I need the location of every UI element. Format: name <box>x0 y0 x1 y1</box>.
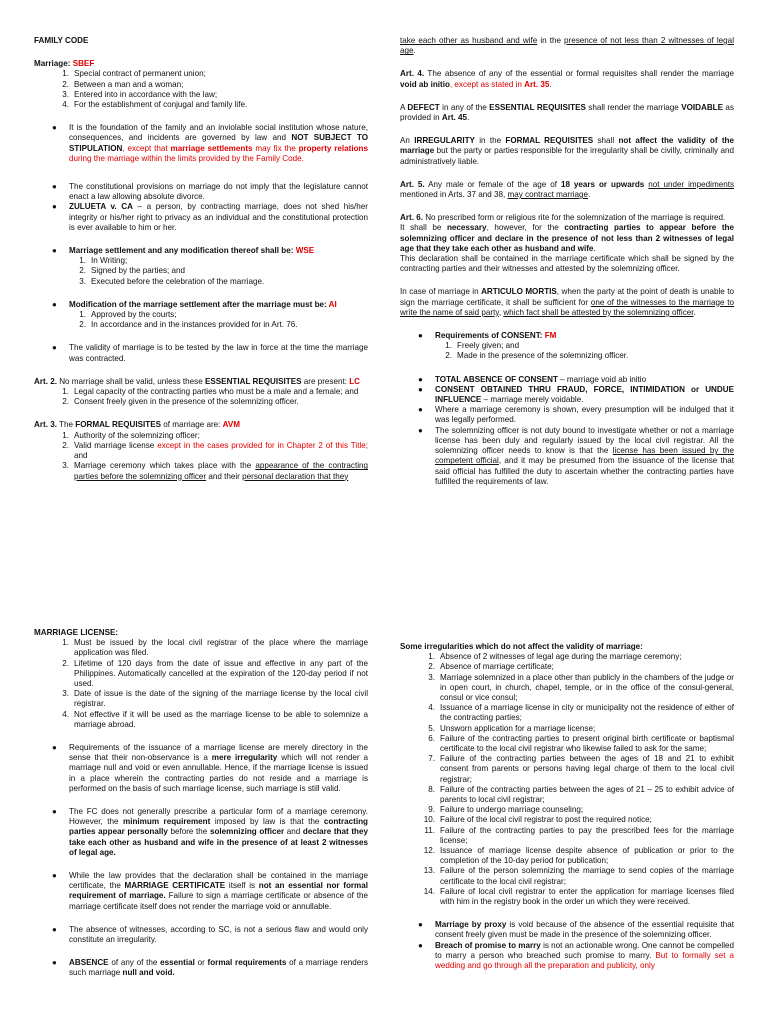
irregularity-paragraph: An IRREGULARITY in the FORMAL REQUISITES shall not affect the validity of the marriage but the party or parties responsible for the irregularity shall be civilly, criminally and administratively liable. <box>400 136 734 166</box>
bullet-item: ● While the law provides that the declaration shall be contained in the marriage certificate, the MARRIAGE CERTIFICATE itself is not an essential nor formal requirement of marriage. Failure to sign a marriage certificate or absence of the marriage certificate itself does not render the marriage void or annullable. <box>52 871 368 911</box>
article-6: Art. 6. No prescribed form or religious rite for the solemnization of the marriage is required. <box>400 213 726 223</box>
bullet-item: ● Modification of the marriage settlement after the marriage must be: AI <box>52 299 337 309</box>
art3-continuation: take each other as husband and wife in the presence of not less than 2 witnesses of legal age. <box>400 36 734 56</box>
bullet-item: ● Breach of promise to marry is not an actionable wrong. One cannot be compelled to marry a person who breached such promise to marry. But to formally set a wedding and go through all the preparation and publicity, only <box>418 940 735 971</box>
bullet-item: ● The FC does not generally prescribe a particular form of a marriage ceremony. However, the minimum requirement imposed by law is that the contracting parties appear personally before the solemnizing officer and declare that they take each other as husband and wife in the presence of at least 2 witnesses of legal age. <box>52 807 368 857</box>
bullet-item: ● The absence of witnesses, according to SC, is not a serious flaw and would only constitute an irregularity. <box>52 924 368 945</box>
list-item: 4. Not effective if it will be used as the marriage license to be able to solemnize a marriage abroad. <box>62 709 368 729</box>
list-item: 13. Failure of the person solemnizing the marriage to send copies of the marriage certificate to the local civil registrar; <box>423 866 734 886</box>
list-item: 2. Absence of marriage certificate; <box>428 662 554 672</box>
list-item: 3. Marriage solemnized in a place other than publicly in the chambers of the judge or in open court, in church, chapel, temple, or in the office of the consul-general, consul or vice consul; <box>428 672 734 703</box>
bullet-item: ● TOTAL ABSENCE OF CONSENT – marriage void ab initio <box>418 374 647 384</box>
list-item: 7. Failure of the contracting parties between the ages of 18 and 21 to exhibit consent from parents or persons having legal charge of them to the local civil registrar; <box>428 754 734 784</box>
article-4: Art. 4. The absence of any of the essential or formal requisites shall render the marriage void ab initio, except as stated in Art. 35. <box>400 69 734 89</box>
bullet-item: ● It is the foundation of the family and an inviolable social institution whose nature, consequences, and incidents are governed by law and NOT SUBJECT TO STIPULATION, except that marriage settlements may fix the property relations during the marriage within the limits provided by the Family Code. <box>52 123 368 163</box>
article-6-declaration: This declaration shall be contained in the marriage certificate which shall be signed by the contracting parties and their witnesses and attested by the solemnizing officer. <box>400 254 734 274</box>
bullet-item: ● ZULUETA v. CA – a person, by contracting marriage, does not shed his/her integrity or his/her right to privacy as an individual and the constitutional protection is ever available to him or her. <box>52 202 368 232</box>
list-item: 2. In accordance and in the instances provided for in Art. 76. <box>79 320 298 330</box>
list-item: 9. Failure to undergo marriage counseling; <box>428 805 584 815</box>
list-item: 12. Issuance of marriage license despite absence of publication or prior to the completion of the 10-day period for publication; <box>423 846 734 866</box>
list-item: 1. Authority of the solemnizing officer; <box>62 430 200 440</box>
section-title: MARRIAGE LICENSE: <box>34 628 119 637</box>
list-item: 2. Signed by the parties; and <box>79 266 186 276</box>
bullet-item: ● CONSENT OBTAINED THRU FRAUD, FORCE, INTIMIDATION or UNDUE INFLUENCE – marriage merely voidable. <box>418 384 734 405</box>
list-item: 3. Marriage ceremony which takes place with the appearance of the contracting parties before the solemnizing officer and their personal declaration that they <box>62 461 369 481</box>
bullet-item: ● Marriage settlement and any modification thereof shall be: WSE <box>52 246 315 256</box>
bullet-item: ● Marriage by proxy is void because of the absence of the essential requisite that consent freely given must be made in the presence of the solemnizing officer. <box>418 920 734 940</box>
list-item: 2. Valid marriage license except in the cases provided for in Chapter 2 of this Title; and <box>62 440 368 461</box>
list-item: 6. Failure of the contracting parties to present original birth certificate or baptismal certificate to the local civil registrar who likewise failed to ask for the same; <box>428 733 734 754</box>
list-item: 14. Failure of local civil registrar to enter the application for marriage licenses filed with him in the registry book in the order un which they were received. <box>423 886 734 907</box>
list-item: 1. Legal capacity of the contracting parties who must be a male and a female; and <box>62 387 359 397</box>
list-item: 4. Issuance of a marriage license in city or municipality not the residence of either of the contracting parties; <box>428 703 734 723</box>
bullet-item: ● Requirements of CONSENT: FM <box>418 331 557 341</box>
articulo-mortis-paragraph: In case of marriage in ARTICULO MORTIS, when the party at the point of death is unable to sign the marriage certificate, it shall be sufficient for one of the witnesses to the marriage to write the name of said party, which fact shall be attested by the solemnizing officer. <box>400 287 734 317</box>
list-item: 3. Date of issue is the date of the signing of the marriage license by the local civil registrar. <box>62 689 368 709</box>
list-item: 3. Entered into in accordance with the law; <box>62 89 218 99</box>
list-item: 1. Must be issued by the local civil registrar of the place where the marriage application was filed. <box>62 638 368 658</box>
bullet-item: ● Where a marriage ceremony is shown, every presumption will be indulged that it was legally performed. <box>418 405 734 425</box>
irregularities-column <box>400 642 734 971</box>
bullet-item: ● Requirements of the issuance of a marriage license are merely directory in the sense that their non-observance is a mere irregularity which will not render a marriage null and void or even annullable. Hence, if the marriage license is issued in a place wherein the contracting parties do not reside and a marriage is performed on the basis of such marriage license, such marriage is still valid. <box>52 743 368 793</box>
list-item: 1. Special contract of permanent union; <box>62 69 206 79</box>
list-item: 10. Failure of the local civil registrar to post the required notice; <box>423 815 652 825</box>
list-item: 1. In Writing; <box>79 256 128 266</box>
marriage-heading: Marriage: SBEF <box>34 59 95 69</box>
list-item: 4. For the establishment of conjugal and family life. <box>62 100 248 110</box>
list-item: 8. Failure of the contracting parties between the ages of 21 – 25 to exhibit advice of parents to local civil registrar; <box>428 784 734 805</box>
list-item: 5. Unsworn application for a marriage license; <box>428 723 596 733</box>
bullet-item: ● ABSENCE of any of the essential or formal requirements of a marriage renders such marriage null and void. <box>52 958 368 978</box>
list-item: 2. Lifetime of 120 days from the date of issue and effective in any part of the Philippines. Automatically cancelled at the expiration of the 120-day period if not used. <box>62 658 368 689</box>
article-2: Art. 2. No marriage shall be valid, unless these ESSENTIAL REQUISITES are present: LC <box>34 376 361 386</box>
bullet-item: ● The solemnizing officer is not duty bound to investigate whether or not a marriage license has been duly and regularly issued by the local civil registrar. All the solemnizing officer needs to know is that the license has been issued by the competent official, and it may be presumed from the issuance of the license that said official has fulfilled the duty to ascertain whether the contracting parties have fulfilled the requirements of law. <box>418 425 734 486</box>
articles-column <box>400 36 734 487</box>
article-5: Art. 5. Any male or female of the age of 18 years or upwards not under impediments mentioned in Arts. 37 and 38, may contract marriage. <box>400 179 734 200</box>
list-item: 2. Made in the presence of the solemnizing officer. <box>445 351 629 361</box>
article-6-cont: It shall be necessary, however, for the contracting parties to appear before the solemnizing officer and declare in the presence of not less than 2 witnesses of legal age that they take each other as husband and wife. <box>400 223 734 253</box>
list-item: 1. Approved by the courts; <box>79 310 177 320</box>
section-title: Some irregularities which do not affect the validity of marriage: <box>400 642 643 651</box>
family-code-column <box>34 36 368 482</box>
list-item: 1. Absence of 2 witnesses of legal age during the marriage ceremony; <box>428 652 682 662</box>
bullet-item: ● The validity of marriage is to be tested by the law in force at the time the marriage was contracted. <box>52 343 368 363</box>
list-item: 11. Failure of the contracting parties to pay the prescribed fees for the marriage license; <box>424 825 734 845</box>
defect-paragraph: A DEFECT in any of the ESSENTIAL REQUISITES shall render the marriage VOIDABLE as provided in Art. 45. <box>400 102 734 123</box>
bullet-item: ● The constitutional provisions on marriage do not imply that the legislature cannot enact a law allowing absolute divorce. <box>52 182 368 202</box>
list-item: 2. Between a man and a woman; <box>62 79 184 89</box>
list-item: 3. Executed before the celebration of the marriage. <box>79 276 265 286</box>
marriage-license-column <box>34 628 368 979</box>
article-3: Art. 3. The FORMAL REQUISITES of marriage are: AVM <box>34 420 241 430</box>
list-item: 2. Consent freely given in the presence of the solemnizing officer. <box>62 397 299 407</box>
page-title: FAMILY CODE <box>34 36 89 45</box>
list-item: 1. Freely given; and <box>445 341 520 351</box>
